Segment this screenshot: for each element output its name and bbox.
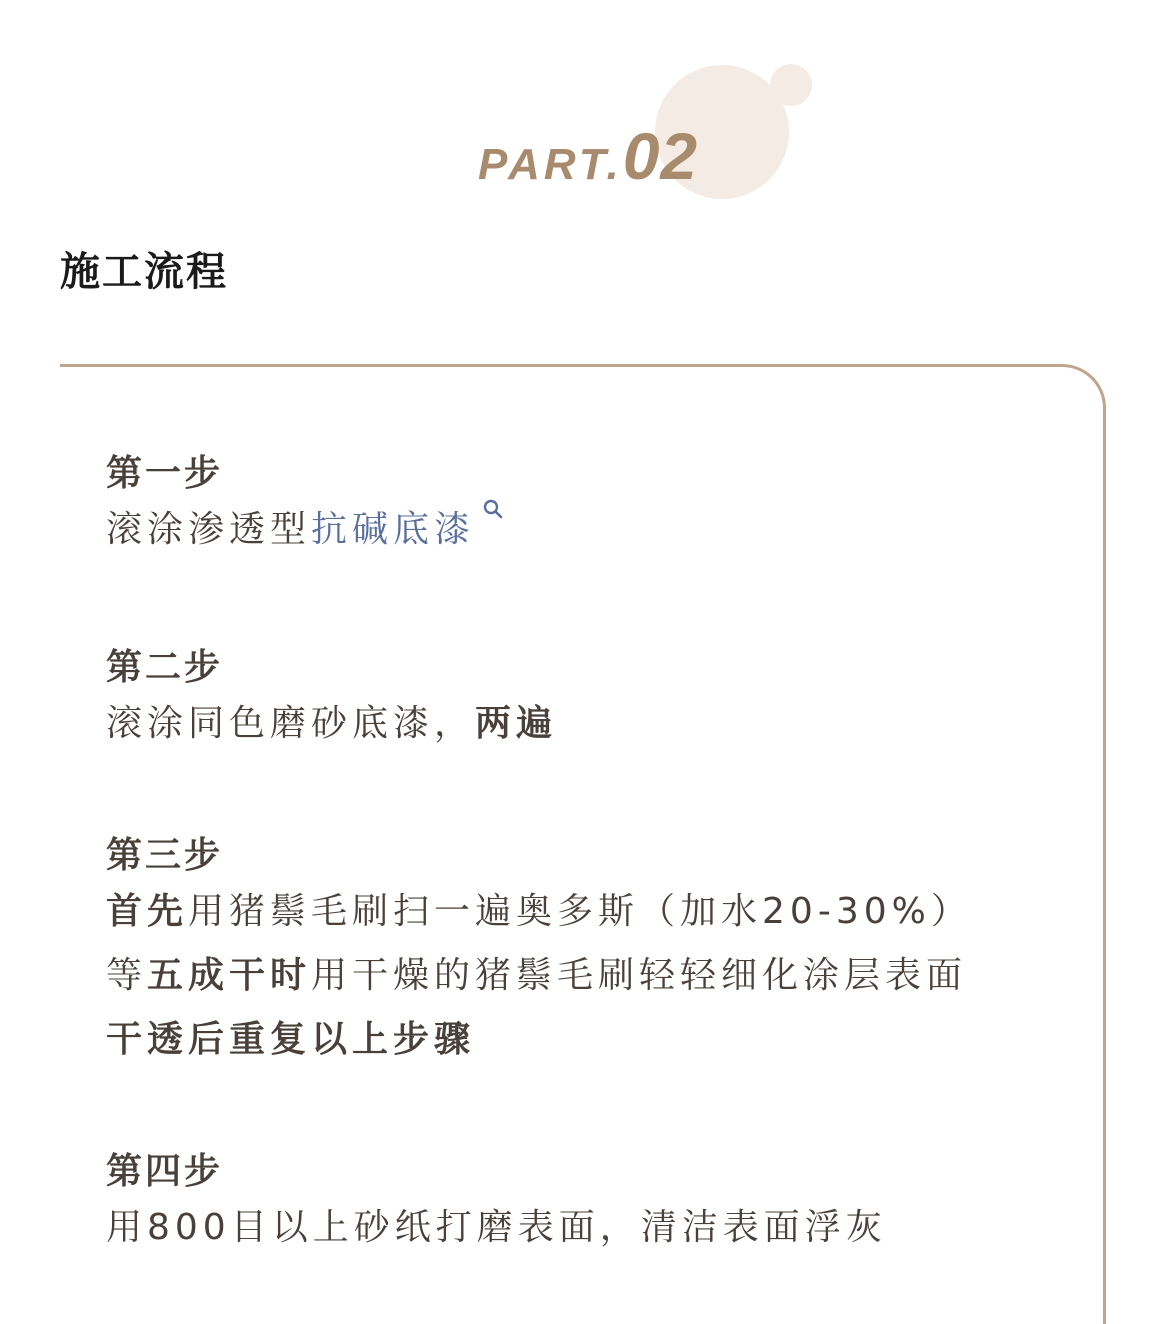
- step-4: [106, 1148, 1106, 1260]
- step-text-plain: 滚涂同色磨砂底漆，: [106, 703, 476, 744]
- section-title: 施工流程: [60, 249, 228, 295]
- decorative-dot: [770, 64, 812, 106]
- step-2: [106, 644, 1106, 756]
- step-title: 第二步: [106, 647, 224, 688]
- part-prefix: PART.: [478, 140, 623, 189]
- step-title: 第四步: [106, 1151, 224, 1192]
- step-text-plain: 等: [106, 955, 148, 996]
- step-text-line-2: [106, 944, 1106, 1008]
- part-label: [478, 118, 699, 193]
- step-text-plain: 滚涂渗透型: [106, 509, 312, 550]
- step-text-plain: 用干燥的猪鬃毛刷轻轻细化涂层表面: [311, 955, 968, 996]
- step-text: 用800目以上砂纸打磨表面，清洁表面浮灰: [106, 1207, 887, 1248]
- alkali-primer-link[interactable]: 抗碱底漆: [311, 509, 476, 550]
- step-1: [106, 450, 1106, 562]
- step-text-bold: 五成干时: [147, 955, 312, 996]
- step-text: [106, 692, 1106, 756]
- step-text-line-3: 干透后重复以上步骤: [106, 1019, 476, 1060]
- step-text-line-1: [106, 880, 1106, 944]
- part-number: 02: [622, 119, 699, 193]
- step-text-bold: 两遍: [475, 703, 558, 744]
- step-text-bold: 首先: [106, 891, 189, 932]
- step-title: 第三步: [106, 835, 224, 876]
- step-text-plain: 用猪鬃毛刷扫一遍奥多斯（加水20-30%）: [188, 891, 972, 932]
- search-icon[interactable]: [483, 476, 503, 496]
- step-title: 第一步: [106, 453, 224, 494]
- step-3: [106, 832, 1106, 1072]
- step-text: [106, 498, 1106, 562]
